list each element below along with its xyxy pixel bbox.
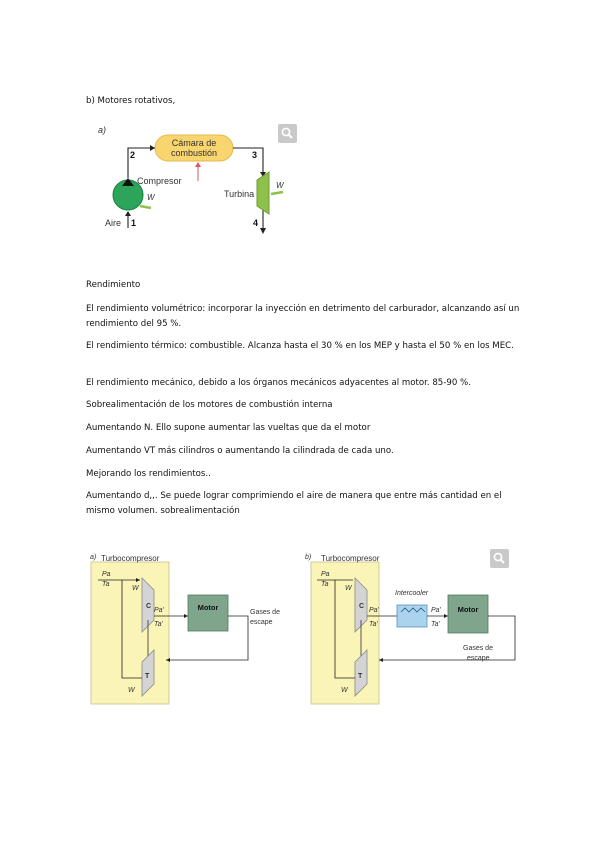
svg-text:escape: escape [467, 655, 490, 662]
svg-text:Gases de: Gases de [250, 609, 280, 616]
zoom-icon[interactable] [490, 549, 509, 568]
motor-block [188, 595, 228, 631]
svg-text:Turbocompresor: Turbocompresor [321, 554, 380, 563]
svg-text:C: C [146, 603, 152, 610]
svg-text:Ta': Ta' [369, 621, 378, 628]
svg-text:Motor: Motor [457, 605, 479, 614]
motor-block [448, 595, 488, 633]
chamber-label-2: combustión [170, 148, 218, 158]
chamber-label-1: Cámara de [171, 138, 217, 148]
zoom-icon[interactable] [278, 124, 297, 143]
paragraph-n: Aumentando N. Ello supone aumentar las vueltas que da el motor [86, 423, 371, 433]
turbocharger-diagram-b [303, 550, 523, 708]
svg-text:W: W [132, 585, 139, 592]
turbine-label: Turbina [224, 189, 255, 199]
paragraph-termico: El rendimiento térmico: combustible. Alcanza hasta el 30 % en los MEP y hasta el 50 % en los MEC. [86, 341, 514, 351]
svg-text:Intercooler: Intercooler [395, 590, 429, 597]
svg-text:T: T [358, 673, 363, 680]
svg-text:W: W [345, 585, 352, 592]
point-4: 4 [253, 218, 259, 228]
w-label: W [276, 181, 284, 190]
paragraph-mejorando: Mejorando los rendimientos.. [86, 469, 211, 479]
turbine-shape [257, 172, 269, 214]
svg-text:b): b) [305, 554, 312, 561]
panel-label: a) [98, 125, 107, 135]
svg-text:Pa: Pa [102, 571, 111, 578]
svg-text:Pa: Pa [321, 571, 330, 578]
w-label: W [147, 193, 155, 202]
turbocharger-diagram-a [88, 550, 288, 708]
svg-text:Pa': Pa' [431, 607, 441, 614]
svg-text:Ta': Ta' [431, 621, 440, 628]
paragraph-d: Aumentando d,,. Se puede lograr comprimiendo el aire de manera que entre más cantidad en el mismo volumen. sobrealimentación [86, 491, 502, 516]
point-2: 2 [130, 150, 136, 160]
paragraph-rendimiento: Rendimiento [86, 280, 141, 290]
svg-text:W: W [128, 687, 135, 694]
paragraph-mecanico: El rendimiento mecánico, debido a los órganos mecánicos adyacentes al motor. 85-90 %. [86, 378, 471, 388]
svg-text:escape: escape [250, 619, 273, 626]
svg-text:Ta: Ta [102, 581, 110, 588]
air-label: Aire [105, 218, 122, 228]
section-heading: b) Motores rotativos, [86, 96, 176, 106]
svg-text:Ta: Ta [321, 581, 329, 588]
svg-text:a): a) [90, 554, 97, 561]
compressor-label: Compresor [137, 176, 182, 186]
svg-text:Motor: Motor [197, 603, 219, 612]
paragraph-sobrealimentacion: Sobrealimentación de los motores de combustión interna [86, 400, 333, 410]
svg-text:T: T [145, 673, 150, 680]
paragraph-vt: Aumentando VT más cilindros o aumentando la cilindrada de cada uno. [86, 446, 394, 456]
intercooler-block [397, 605, 427, 627]
gas-turbine-diagram [95, 118, 305, 242]
svg-text:Turbocompresor: Turbocompresor [101, 554, 160, 563]
svg-text:Ta': Ta' [154, 621, 163, 628]
svg-text:C: C [359, 603, 365, 610]
point-1: 1 [131, 218, 137, 228]
svg-text:W: W [341, 687, 348, 694]
svg-text:Pa': Pa' [154, 607, 164, 614]
svg-text:Gases de: Gases de [463, 645, 493, 652]
paragraph-volumetrico: El rendimiento volumétrico: incorporar la inyección en detrimento del carburador, alcanzando así un rendimiento del 95 %. [86, 304, 520, 329]
point-3: 3 [252, 150, 258, 160]
svg-text:Pa': Pa' [369, 607, 379, 614]
